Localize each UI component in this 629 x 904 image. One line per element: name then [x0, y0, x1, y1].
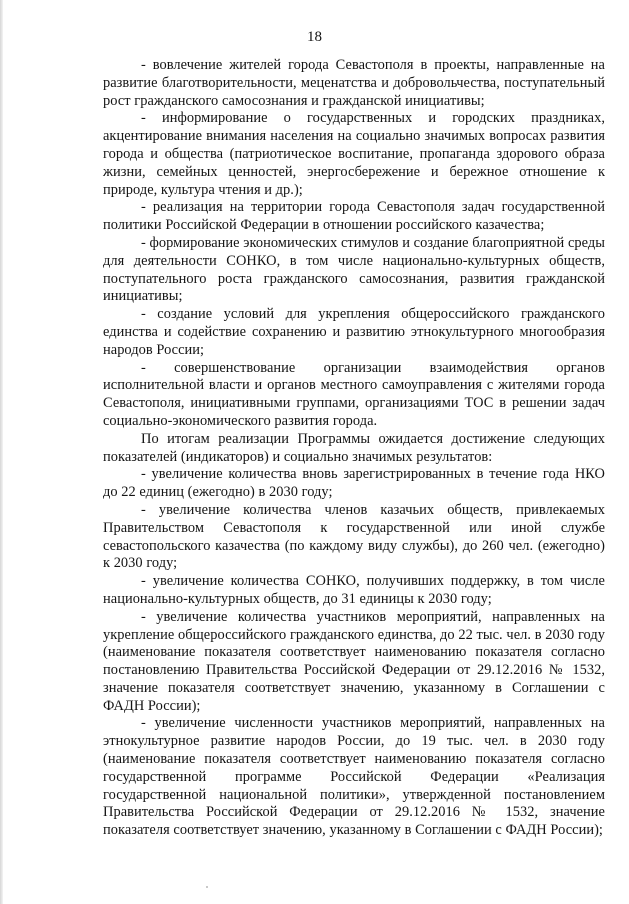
- paragraph-economic-incentives: - формирование экономических стимулов и создание благоприятной среды для деятельности СОНКО, в том числе национально-культурных обществ, поступательного роста гражданского самосознания, развития гражданской инициативы;: [103, 234, 605, 305]
- paragraph-expected-results: По итогам реализации Программы ожидается достижение следующих показателей (индикаторов) и социально значимых результатов:: [103, 430, 605, 465]
- paragraph-involvement: - вовлечение жителей города Севастополя в проекты, направленные на развитие благотворительности, меценатства и добровольчества, поступательный рост гражданского самосознания и гражданской инициативы;: [103, 57, 605, 109]
- paragraph-interaction: - совершенствование организации взаимодействия органов исполнительной власти и органов местного самоуправления с жителями города Севастополя, инициативными группами, организациями ТОС в решении задач социально-экономического развития города.: [103, 359, 605, 429]
- scan-speck: [206, 886, 208, 888]
- paragraph-cossack-policy: - реализация на территории города Севастополя задач государственной политики Российской Федерации в отношении российского казачества;: [103, 199, 605, 234]
- page-body: [103, 57, 605, 840]
- paragraph-civic-unity: - создание условий для укрепления общероссийского гражданского единства и содействие сохранению и развитию этнокультурного многообразия народов России;: [103, 306, 605, 358]
- scan-edge-shadow: [0, 0, 3, 904]
- paragraph-sonko-supported: - увеличение количества СОНКО, получивших поддержку, в том числе национально-культурных обществ, до 31 единицы к 2030 году;: [103, 573, 605, 607]
- paragraph-ethnocultural-participants: - увеличение численности участников мероприятий, направленных на этнокультурное развитие народов России, до 19 тыс. чел. в 2030 году (наименование показателя соответствует наименованию показателя согласно государственной программе Российской Федерации «Реализация государственной национальной политики», утвержденной постановлением Правительства Российской Федерации от 29.12.2016 № 1532, значение показателя соответствует значению, указанному в Соглашении с ФАДН России);: [103, 715, 605, 839]
- paragraph-cossack-members: - увеличение количества членов казачьих обществ, привлекаемых Правительством Севастополя к государственной или иной службе севастопольского казачества (по каждому виду службы), до 260 чел. (ежегодно) к 2030 году;: [103, 501, 605, 572]
- paragraph-nko-registered: - увеличение количества вновь зарегистрированных в течение года НКО до 22 единиц (ежегодно) в 2030 году;: [103, 466, 605, 501]
- paragraph-unity-participants: - увеличение количества участников мероприятий, направленных на укрепление общероссийского гражданского единства, до 22 тыс. чел. в 2030 году (наименование показателя соответствует наименованию показателя согласно постановлению Правительства Российской Федерации от 29.12.2016 № 1532, значение показателя соответствует значению, указанному в Соглашении с ФАДН России);: [103, 608, 605, 714]
- paragraph-informing: - информирование о государственных и городских праздниках, акцентирование внимания населения на социально значимых вопросах развития города и общества (патриотическое воспитание, пропаганда здорового образа жизни, семейных ценностей, энергосбережение и бережное отношение к природе, культура чтения и др.);: [103, 110, 605, 198]
- page-number: 18: [307, 29, 322, 45]
